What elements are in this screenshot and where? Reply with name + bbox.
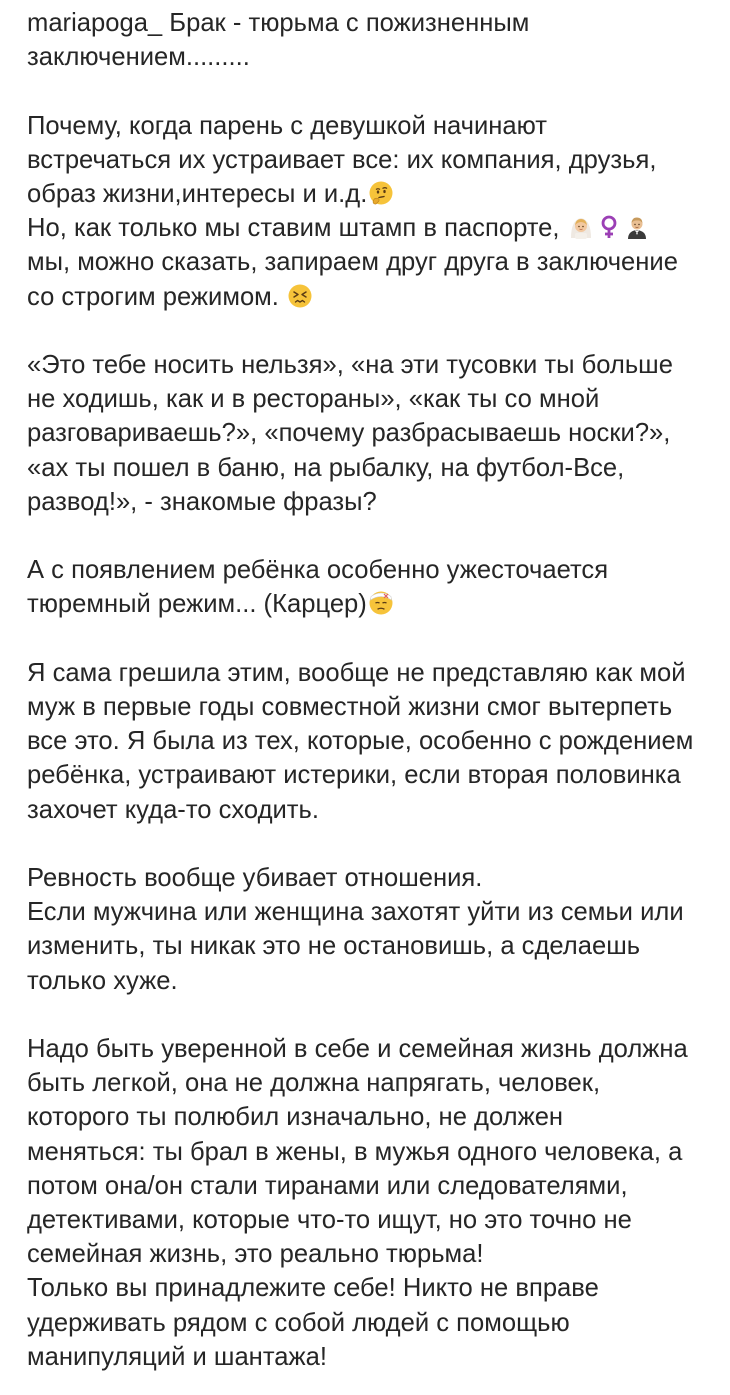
caption-paragraph bbox=[27, 1032, 717, 1374]
caption-line: которого ты полюбил изначально, не должен bbox=[27, 1103, 564, 1132]
caption-line: потом она/он стали тиранами или следователями, bbox=[27, 1171, 628, 1200]
caption-line: Я сама грешила этим, вообще не представляю как мой bbox=[27, 658, 686, 687]
caption-text: Но, как только мы ставим штамп в паспорте, bbox=[27, 214, 567, 243]
caption-line: быть легкой, она не должна напрягать, человек, bbox=[27, 1069, 601, 1098]
caption-line: мы, можно сказать, запираем друг друга в заключение bbox=[27, 248, 678, 277]
caption-line: Если мужчина или женщина захотят уйти из семьи или bbox=[27, 898, 684, 927]
caption-line: изменить, ты никак это не остановишь, а сделаешь bbox=[27, 932, 641, 961]
thinking-face-icon bbox=[368, 180, 394, 206]
caption-line: семейная жизнь, это реально тюрьма! bbox=[27, 1240, 484, 1269]
bride-with-veil-icon bbox=[568, 214, 594, 240]
caption-paragraph bbox=[27, 553, 717, 621]
caption-line: «ах ты пошел в баню, на рыбалку, на футбол-Все, bbox=[27, 453, 625, 482]
caption-line: муж в первые годы совместной жизни смог вытерпеть bbox=[27, 693, 673, 721]
caption-paragraph bbox=[27, 656, 717, 827]
caption-text: образ жизни,интересы и и.д. bbox=[27, 180, 368, 208]
caption-line: не ходишь, как и в рестораны», «как ты со мной bbox=[27, 385, 600, 414]
caption-text: со строгим режимом. bbox=[27, 282, 286, 311]
caption-line bbox=[27, 280, 717, 314]
caption-line: удерживать рядом с собой людей с помощью bbox=[27, 1308, 570, 1337]
caption-line: захочет куда-то сходить. bbox=[27, 795, 319, 824]
username-link[interactable]: mariapoga_ bbox=[27, 9, 163, 37]
caption-line: меняться: ты брал в жены, в мужья одного человека, а bbox=[27, 1137, 683, 1166]
caption-line: Только вы принадлежите себе! Никто не вправе bbox=[27, 1274, 599, 1303]
caption-line: А с появлением ребёнка особенно ужесточается bbox=[27, 556, 609, 585]
caption-text: тюремный режим... (Карцер) bbox=[27, 590, 367, 619]
caption-line: разговариваешь?», «почему разбрасываешь носки?», bbox=[27, 419, 671, 448]
caption-line: ребёнка, устраивают истерики, если вторая половинка bbox=[27, 761, 681, 790]
caption-line: манипуляций и шантажа! bbox=[27, 1342, 327, 1371]
caption-line: «Это тебе носить нельзя», «на эти тусовки ты больше bbox=[27, 351, 673, 379]
caption-line bbox=[27, 6, 717, 40]
caption-line: Почему, когда парень с девушкой начинают bbox=[27, 111, 548, 140]
caption-paragraph bbox=[27, 348, 717, 519]
caption-paragraph bbox=[27, 861, 717, 998]
caption-paragraph bbox=[27, 109, 717, 314]
caption-line bbox=[27, 177, 717, 211]
caption-line: Надо быть уверенной в себе и семейная жизнь должна bbox=[27, 1035, 688, 1063]
caption-line: Ревность вообще убивает отношения. bbox=[27, 864, 483, 892]
post-caption bbox=[27, 6, 717, 1374]
caption-line bbox=[27, 211, 717, 245]
man-in-tuxedo-icon bbox=[624, 214, 650, 240]
caption-line: развод!», - знакомые фразы? bbox=[27, 487, 377, 516]
caption-line bbox=[27, 587, 717, 621]
caption-text: Брак - тюрьма с пожизненным bbox=[162, 9, 530, 37]
caption-paragraph bbox=[27, 6, 717, 74]
caption-line: детективами, которые что-то ищут, но это точно не bbox=[27, 1206, 632, 1235]
caption-line: заключением......... bbox=[27, 43, 250, 72]
face-with-head-bandage-icon bbox=[368, 590, 394, 616]
caption-line: только хуже. bbox=[27, 966, 178, 995]
caption-line: все это. Я была из тех, которые, особенно с рождением bbox=[27, 727, 694, 756]
caption-line: встречаться их устраивает все: их компания, друзья, bbox=[27, 145, 657, 174]
female-sign-icon bbox=[596, 214, 622, 240]
persevering-face-icon bbox=[287, 283, 313, 309]
